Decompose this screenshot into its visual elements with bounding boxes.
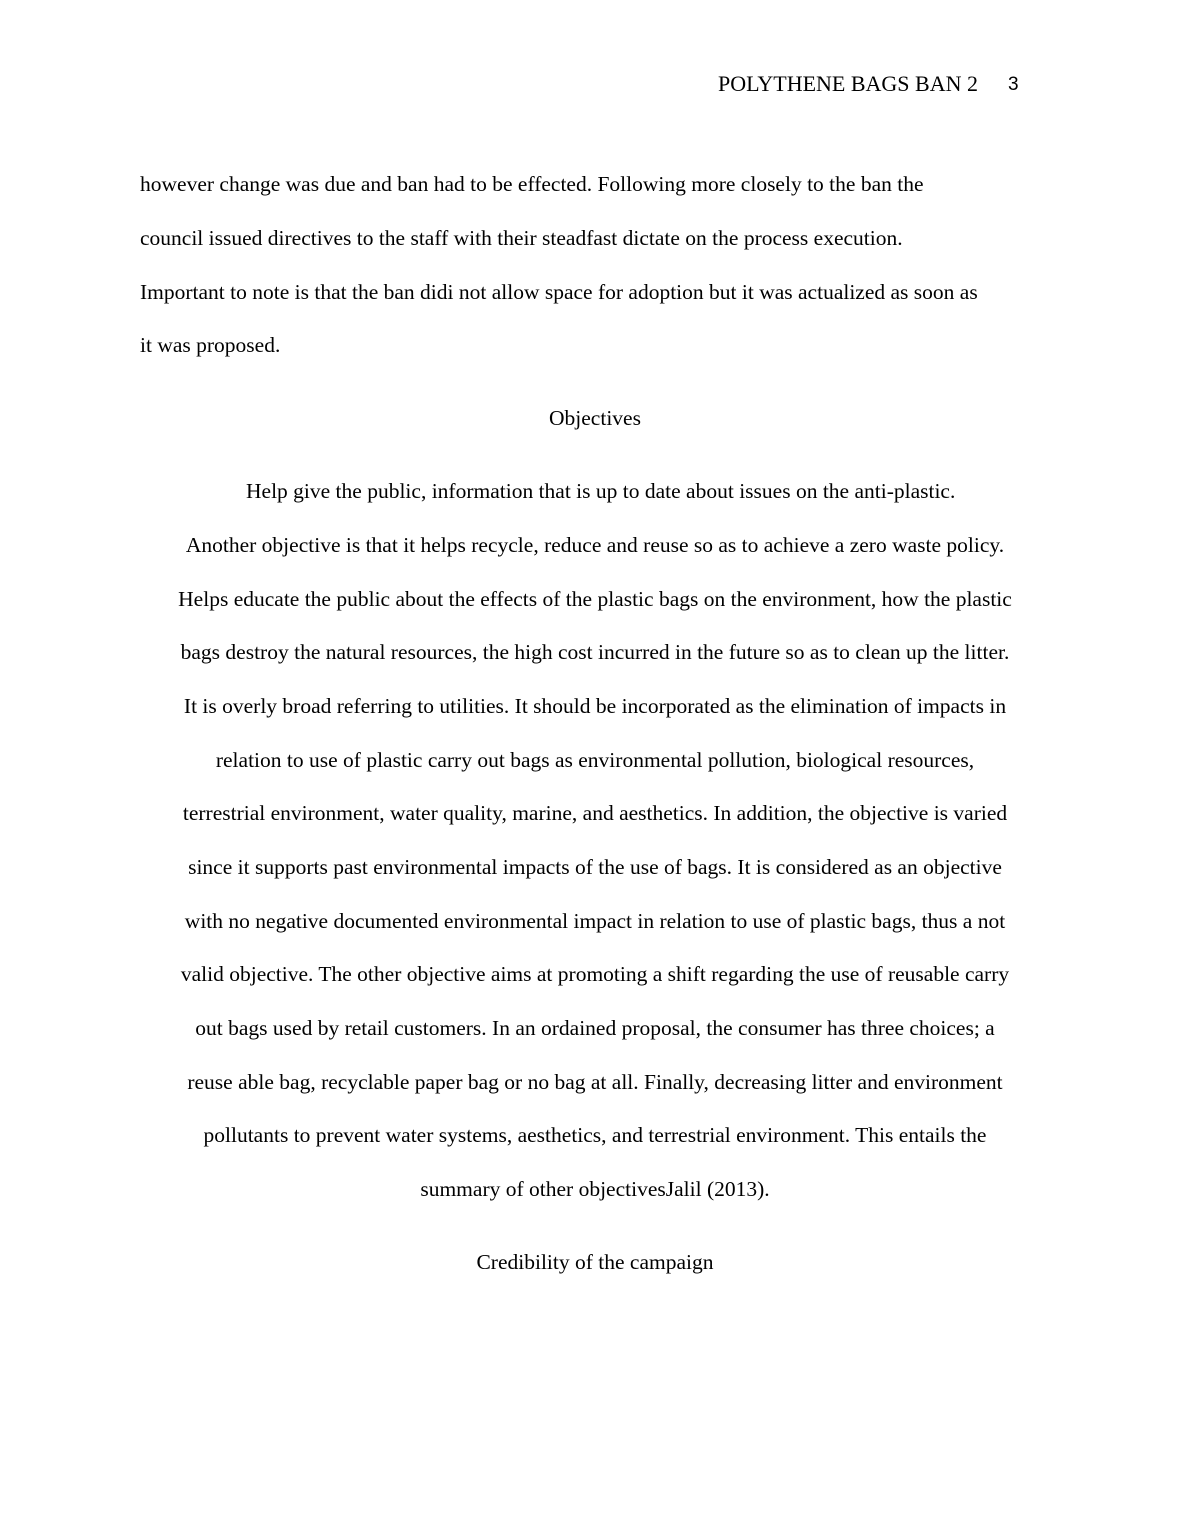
objectives-line-4: bags destroy the natural resources, the high cost incurred in the future so as to clean up the litter.	[180, 640, 1010, 664]
objectives-line-2: Another objective is that it helps recycle, reduce and reuse so as to achieve a zero waste policy.	[185, 533, 1005, 557]
objectives-line-9: with no negative documented environmental impact in relation to use of plastic bags, thus a not	[184, 909, 1006, 933]
objectives-line-7: terrestrial environment, water quality, marine, and aesthetics. In addition, the objective is varied	[182, 801, 1008, 825]
intro-line-1: however change was due and ban had to be effected. Following more closely to the ban the	[140, 172, 924, 196]
objectives-line-5: It is overly broad referring to utilities. It should be incorporated as the elimination of impacts in	[183, 694, 1007, 718]
objectives-line-12: reuse able bag, recyclable paper bag or no bag at all. Finally, decreasing litter and environment	[187, 1070, 1003, 1094]
objectives-line-6: relation to use of plastic carry out bags as environmental pollution, biological resources,	[215, 748, 975, 772]
credibility-heading: Credibility of the campaign	[476, 1250, 714, 1274]
objectives-line-3: Helps educate the public about the effects of the plastic bags on the environment, how the plastic	[178, 587, 1012, 611]
objectives-line-11: out bags used by retail customers. In an ordained proposal, the consumer has three choices; a	[195, 1016, 995, 1040]
intro-line-2: council issued directives to the staff with their steadfast dictate on the process execution.	[140, 226, 903, 250]
page-number: 3	[1008, 74, 1019, 95]
running-head: POLYTHENE BAGS BAN 2	[718, 71, 978, 96]
objectives-line-10: valid objective. The other objective aims at promoting a shift regarding the use of reusable carry	[180, 962, 1010, 986]
objectives-line-14: summary of other objectivesJalil (2013).	[420, 1177, 770, 1201]
intro-line-3: Important to note is that the ban didi not allow space for adoption but it was actualized as soon as	[140, 280, 978, 304]
objectives-line-1: Help give the public, information that is up to date about issues on the anti-plastic.	[246, 479, 956, 503]
objectives-heading: Objectives	[549, 406, 641, 430]
objectives-line-13: pollutants to prevent water systems, aesthetics, and terrestrial environment. This entails the	[203, 1123, 987, 1147]
intro-line-4: it was proposed.	[140, 333, 281, 357]
objectives-line-8: since it supports past environmental impacts of the use of bags. It is considered as an objective	[188, 855, 1002, 879]
